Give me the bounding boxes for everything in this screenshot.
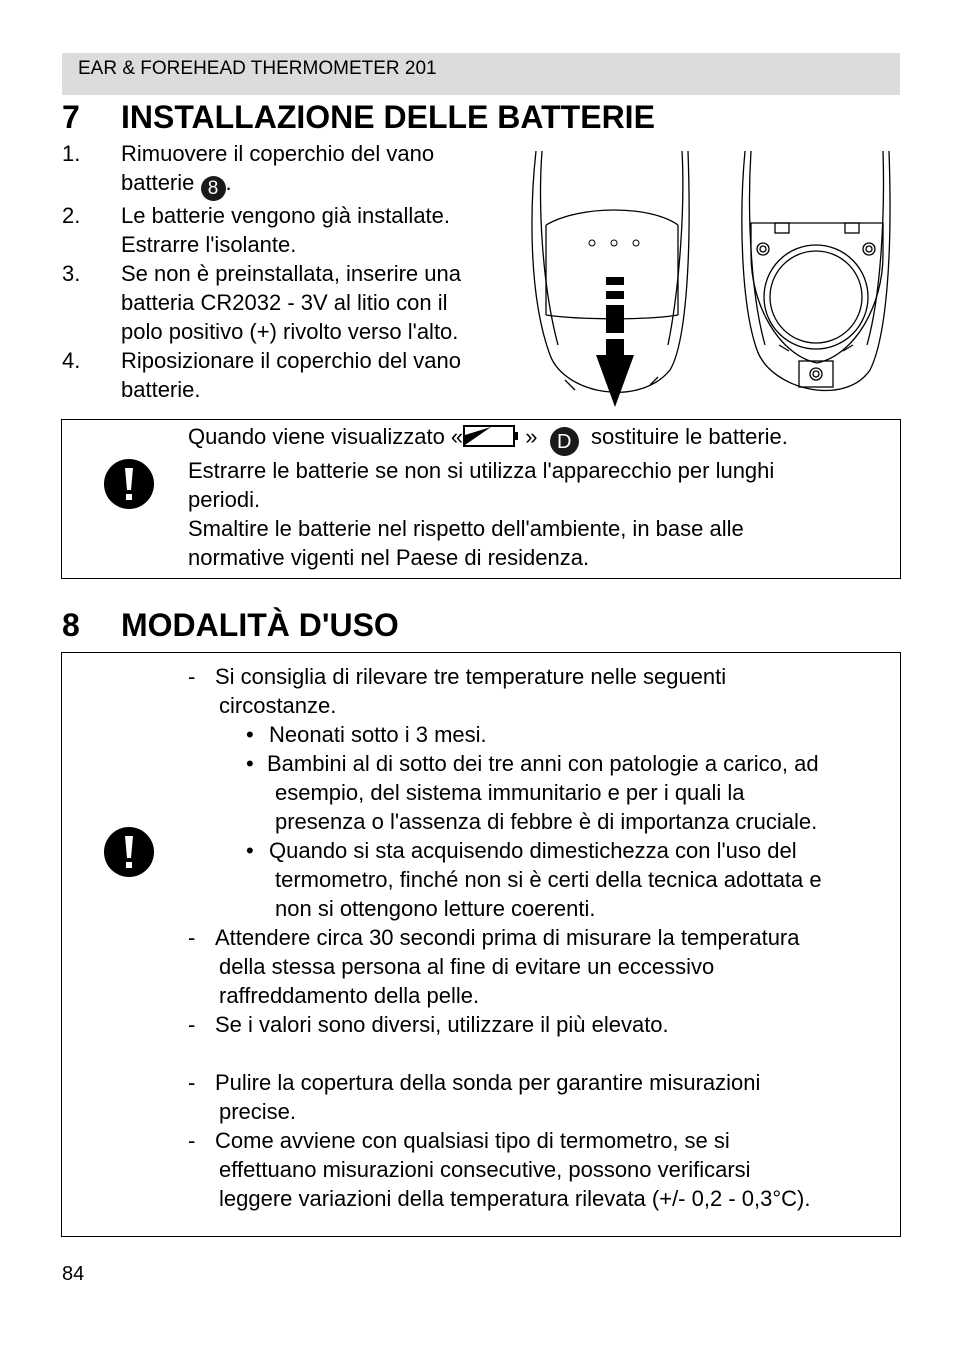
- section-8-heading: [62, 607, 762, 647]
- battery-note-text: Quando viene visualizzato « » D sostituire le batterie. Estrarre le batterie se non si utilizza l'apparecchio per lunghi periodi. Smaltire le batterie nel rispetto dell'ambiente, in base alle normative vigenti nel Paese di residenza.: [188, 424, 788, 570]
- list-item: • Neonati sotto i 3 mesi.: [246, 722, 487, 747]
- list-item: 1. Rimuovere il coperchio del vano batterie 8 .: [62, 141, 435, 199]
- list-item: • Bambini al di sotto dei tre anni con patologie a carico, ad esempio, del sistema immunitario e per i quali la presenza o l'assenza di febbre è di importanza cruciale.: [246, 751, 819, 834]
- section-7-number: 7: [62, 99, 80, 135]
- list-item: - Come avviene con qualsiasi tipo di termometro, se si effettuano misurazioni consecutive, possono verificarsi leggere variazioni della temperatura rilevata (+/- 0,2 - 0,3°C).: [188, 1128, 811, 1211]
- list-item: 4. Riposizionare il coperchio del vano batterie.: [62, 348, 461, 402]
- list-item: • Quando si sta acquisendo dimestichezza con l'uso del termometro, finché non si è certi della tecnica adottata e non si ottengono letture coerenti.: [246, 838, 822, 921]
- exclamation-circle-icon: [104, 459, 154, 509]
- list-item: - Si consiglia di rilevare tre temperature nelle seguenti circostanze.: [188, 664, 727, 718]
- page-number: 84: [62, 1263, 85, 1285]
- list-item: 2. Le batterie vengono già installate. Estrarre l'isolante.: [62, 203, 451, 257]
- battery-steps-list: [62, 139, 512, 404]
- section-8-number: 8: [62, 607, 80, 643]
- usage-note-text: [188, 662, 893, 1213]
- thermometer-cover-illustration: [520, 145, 700, 410]
- usage-note-box: [61, 652, 901, 1237]
- section-7-heading: [62, 99, 762, 139]
- section-8-title: MODALITÀ D'USO: [121, 607, 399, 643]
- exclamation-circle-icon: [104, 827, 154, 877]
- battery-compartment-illustration: [735, 145, 895, 410]
- down-arrow-icon: [596, 277, 634, 407]
- header-bar: [62, 53, 900, 95]
- list-item: - Pulire la copertura della sonda per garantire misurazioni precise.: [188, 1070, 761, 1124]
- list-item: - Attendere circa 30 secondi prima di misurare la temperatura della stessa persona al fine di evitare un eccessivo raffreddamento della pelle.: [188, 925, 800, 1008]
- list-item: 3. Se non è preinstallata, inserire una batteria CR2032 - 3V al litio con il polo positivo (+) rivolto verso l'alto.: [62, 261, 461, 344]
- low-battery-icon: [463, 425, 519, 447]
- list-item: - Se i valori sono diversi, utilizzare il più elevato.: [188, 1012, 669, 1037]
- battery-note-box: [61, 419, 901, 579]
- display-d-badge: D: [550, 427, 579, 456]
- callout-8-badge: 8: [201, 176, 226, 201]
- section-7-title: INSTALLAZIONE DELLE BATTERIE: [121, 99, 655, 135]
- header-title: EAR & FOREHEAD THERMOMETER 201: [78, 58, 437, 79]
